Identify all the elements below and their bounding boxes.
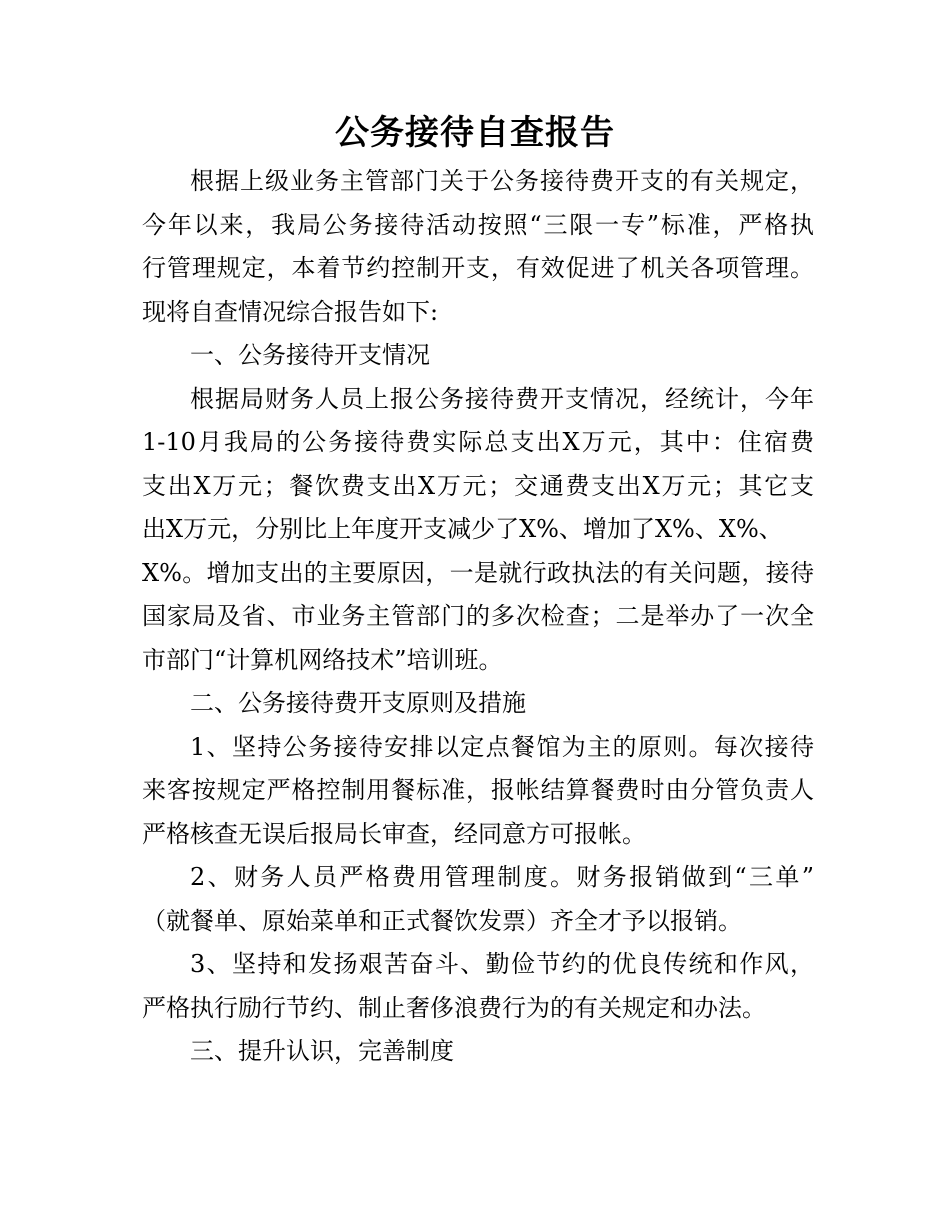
text-line-14: 1、坚持公务接待安排以定点餐馆为主的原则。每次接待 bbox=[190, 732, 814, 761]
text-line-12: 市部门“计算机网络技术”培训班。 bbox=[142, 645, 503, 674]
text-line-11: 国家局及省、市业务主管部门的多次检查；二是举办了一次全 bbox=[142, 602, 814, 630]
text-line-18: （就餐单、原始菜单和正式餐饮发票）齐全才予以报销。 bbox=[142, 906, 742, 935]
text-line-10: X%。增加支出的主要原因，一是就行政执法的有关问题，接待 bbox=[142, 558, 814, 587]
section-heading-3: 三、提升认识，完善制度 bbox=[190, 1037, 454, 1065]
text-line-8: 支出X万元；餐饮费支出X万元；交通费支出X万元；其它支 bbox=[142, 471, 814, 500]
text-line-20: 严格执行励行节约、制止奢侈浪费行为的有关规定和办法。 bbox=[142, 993, 766, 1022]
text-line-16: 严格核查无误后报局长审查，经同意方可报帐。 bbox=[142, 819, 646, 848]
text-line-7: 1-10月我局的公务接待费实际总支出X万元，其中：住宿费 bbox=[142, 428, 814, 456]
text-line-9: 出X万元，分别比上年度开支减少了X%、增加了X%、X%、 bbox=[142, 515, 783, 543]
section-heading-1: 一、公务接待开支情况 bbox=[190, 341, 430, 369]
text-line-3: 行管理规定，本着节约控制开支，有效促进了机关各项管理。 bbox=[142, 254, 814, 282]
text-line-2: 今年以来，我局公务接待活动按照“三限一专”标准，严格执 bbox=[142, 210, 814, 239]
document-body bbox=[142, 160, 814, 1074]
text-line-1: 根据上级业务主管部门关于公务接待费开支的有关规定， bbox=[190, 167, 814, 195]
document-title: 公务接待自查报告 bbox=[335, 113, 615, 153]
text-line-19: 3、坚持和发扬艰苦奋斗、勤俭节约的优良传统和作风， bbox=[190, 950, 814, 978]
text-line-17: 2、财务人员严格费用管理制度。财务报销做到“三单” bbox=[190, 863, 814, 891]
text-line-4: 现将自查情况综合报告如下: bbox=[142, 297, 439, 326]
text-line-15: 来客按规定严格控制用餐标准，报帐结算餐费时由分管负责人 bbox=[142, 776, 814, 804]
text-line-6: 根据局财务人员上报公务接待费开支情况，经统计，今年 bbox=[190, 384, 814, 413]
section-heading-2: 二、公务接待费开支原则及措施 bbox=[190, 689, 526, 717]
